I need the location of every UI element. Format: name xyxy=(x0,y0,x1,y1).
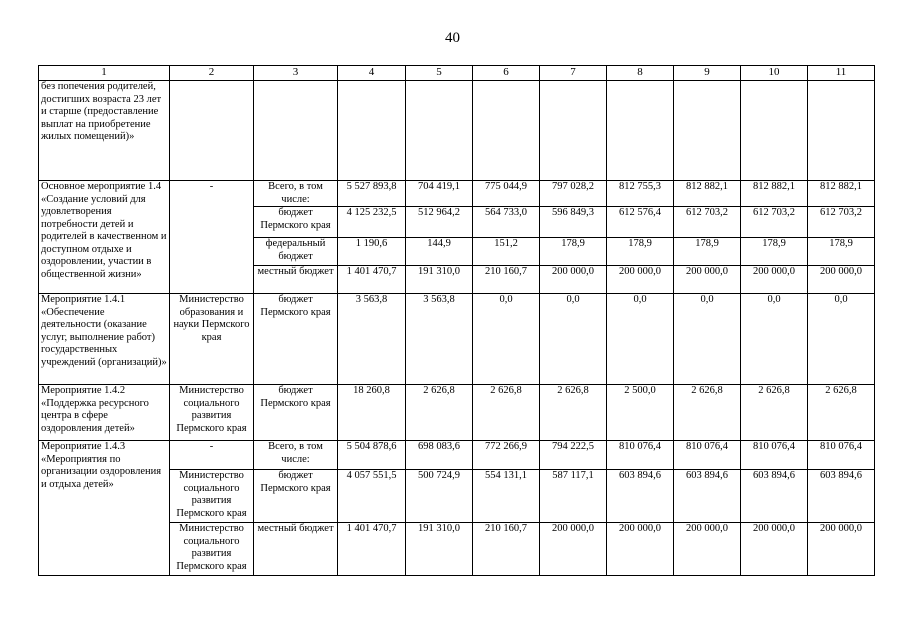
value-cell: 191 310,0 xyxy=(406,523,473,576)
value-cell: 554 131,1 xyxy=(473,470,540,523)
value-cell: 4 125 232,5 xyxy=(338,207,406,238)
value-cell: 3 563,8 xyxy=(406,294,473,385)
value-cell: 178,9 xyxy=(808,238,875,266)
value-cell: 0,0 xyxy=(540,294,607,385)
value-cell: 200 000,0 xyxy=(540,266,607,294)
value-cell: 210 160,7 xyxy=(473,523,540,576)
value-cell: 1 190,6 xyxy=(338,238,406,266)
funding-source: бюджет Пермского края xyxy=(254,294,338,385)
column-header: 5 xyxy=(406,66,473,81)
table-row xyxy=(39,385,875,441)
column-header: 1 xyxy=(39,66,170,81)
value-cell: 810 076,4 xyxy=(674,441,741,470)
value-cell: 812 882,1 xyxy=(741,181,808,207)
value-cell: 0,0 xyxy=(808,294,875,385)
column-header: 8 xyxy=(607,66,674,81)
value-cell: 698 083,6 xyxy=(406,441,473,470)
table-row xyxy=(39,181,875,207)
value-cell: 200 000,0 xyxy=(741,523,808,576)
measure-name: Мероприятие 1.4.2 «Поддержка ресурсного центра в сфере оздоровления детей» xyxy=(39,385,170,441)
funding-source: местный бюджет xyxy=(254,523,338,576)
value-cell: 0,0 xyxy=(674,294,741,385)
column-header: 3 xyxy=(254,66,338,81)
column-header: 4 xyxy=(338,66,406,81)
funding-source: бюджет Пермского края xyxy=(254,385,338,441)
value-cell: 587 117,1 xyxy=(540,470,607,523)
value-cell: 0,0 xyxy=(607,294,674,385)
value-cell: 603 894,6 xyxy=(741,470,808,523)
column-header: 2 xyxy=(170,66,254,81)
funding-source: федеральный бюджет xyxy=(254,238,338,266)
value-cell: 794 222,5 xyxy=(540,441,607,470)
value-cell: 810 076,4 xyxy=(741,441,808,470)
value-cell: 704 419,1 xyxy=(406,181,473,207)
value-cell: 0,0 xyxy=(473,294,540,385)
value-cell: 564 733,0 xyxy=(473,207,540,238)
executor: Министерство социального развития Пермского края xyxy=(170,523,254,576)
value-cell: 775 044,9 xyxy=(473,181,540,207)
funding-source: местный бюджет xyxy=(254,266,338,294)
executor: - xyxy=(170,441,254,470)
value-cell: 2 626,8 xyxy=(540,385,607,441)
empty-cell xyxy=(254,81,338,181)
page-number: 40 xyxy=(445,30,460,46)
value-cell: 178,9 xyxy=(607,238,674,266)
table-row xyxy=(39,81,875,181)
empty-cell xyxy=(607,81,674,181)
funding-source: Всего, в том числе: xyxy=(254,441,338,470)
measure-name: без попечения родителей, достигших возраста 23 лет и старше (предоставление выплат на приобретение жилых помещений)» xyxy=(39,81,170,181)
value-cell: 603 894,6 xyxy=(607,470,674,523)
value-cell: 596 849,3 xyxy=(540,207,607,238)
value-cell: 512 964,2 xyxy=(406,207,473,238)
empty-cell xyxy=(540,81,607,181)
empty-cell xyxy=(170,81,254,181)
value-cell: 210 160,7 xyxy=(473,266,540,294)
funding-source: бюджет Пермского края xyxy=(254,207,338,238)
executor: Министерство социального развития Пермского края xyxy=(170,385,254,441)
empty-cell xyxy=(406,81,473,181)
value-cell: 3 563,8 xyxy=(338,294,406,385)
value-cell: 812 882,1 xyxy=(674,181,741,207)
value-cell: 200 000,0 xyxy=(674,266,741,294)
value-cell: 797 028,2 xyxy=(540,181,607,207)
value-cell: 178,9 xyxy=(741,238,808,266)
value-cell: 2 626,8 xyxy=(741,385,808,441)
value-cell: 5 527 893,8 xyxy=(338,181,406,207)
value-cell: 4 057 551,5 xyxy=(338,470,406,523)
measure-name: Мероприятие 1.4.1 «Обеспечение деятельности (оказание услуг, выполнение работ) государственных учреждений (организаций)» xyxy=(39,294,170,385)
executor: Министерство образования и науки Пермского края xyxy=(170,294,254,385)
column-header: 10 xyxy=(741,66,808,81)
header-row xyxy=(39,66,875,81)
value-cell: 200 000,0 xyxy=(808,523,875,576)
value-cell: 2 500,0 xyxy=(607,385,674,441)
column-header: 7 xyxy=(540,66,607,81)
value-cell: 200 000,0 xyxy=(607,266,674,294)
executor: Министерство социального развития Пермского края xyxy=(170,470,254,523)
value-cell: 2 626,8 xyxy=(808,385,875,441)
empty-cell xyxy=(674,81,741,181)
value-cell: 2 626,8 xyxy=(406,385,473,441)
value-cell: 5 504 878,6 xyxy=(338,441,406,470)
budget-table xyxy=(38,65,875,576)
value-cell: 2 626,8 xyxy=(674,385,741,441)
value-cell: 0,0 xyxy=(741,294,808,385)
value-cell: 500 724,9 xyxy=(406,470,473,523)
value-cell: 144,9 xyxy=(406,238,473,266)
funding-source: бюджет Пермского края xyxy=(254,470,338,523)
value-cell: 1 401 470,7 xyxy=(338,523,406,576)
value-cell: 603 894,6 xyxy=(674,470,741,523)
value-cell: 810 076,4 xyxy=(607,441,674,470)
value-cell: 200 000,0 xyxy=(674,523,741,576)
value-cell: 200 000,0 xyxy=(607,523,674,576)
value-cell: 178,9 xyxy=(540,238,607,266)
value-cell: 772 266,9 xyxy=(473,441,540,470)
table-row xyxy=(39,294,875,385)
value-cell: 612 576,4 xyxy=(607,207,674,238)
value-cell: 178,9 xyxy=(674,238,741,266)
value-cell: 612 703,2 xyxy=(741,207,808,238)
empty-cell xyxy=(741,81,808,181)
measure-name: Основное мероприятие 1.4 «Создание условий для удовлетворения потребности детей и родителей в качественном и доступном отдыхе и оздоровлении, участии в общественной жизни» xyxy=(39,181,170,294)
column-header: 9 xyxy=(674,66,741,81)
table-row xyxy=(39,441,875,470)
value-cell: 151,2 xyxy=(473,238,540,266)
value-cell: 200 000,0 xyxy=(741,266,808,294)
value-cell: 200 000,0 xyxy=(540,523,607,576)
empty-cell xyxy=(338,81,406,181)
empty-cell xyxy=(808,81,875,181)
value-cell: 200 000,0 xyxy=(808,266,875,294)
value-cell: 810 076,4 xyxy=(808,441,875,470)
column-header: 6 xyxy=(473,66,540,81)
empty-cell xyxy=(473,81,540,181)
value-cell: 612 703,2 xyxy=(674,207,741,238)
value-cell: 191 310,0 xyxy=(406,266,473,294)
value-cell: 1 401 470,7 xyxy=(338,266,406,294)
value-cell: 812 755,3 xyxy=(607,181,674,207)
value-cell: 612 703,2 xyxy=(808,207,875,238)
measure-name: Мероприятие 1.4.3 «Мероприятия по организации оздоровления и отдыха детей» xyxy=(39,441,170,576)
value-cell: 603 894,6 xyxy=(808,470,875,523)
funding-source: Всего, в том числе: xyxy=(254,181,338,207)
value-cell: 2 626,8 xyxy=(473,385,540,441)
value-cell: 812 882,1 xyxy=(808,181,875,207)
executor: - xyxy=(170,181,254,294)
column-header: 11 xyxy=(808,66,875,81)
value-cell: 18 260,8 xyxy=(338,385,406,441)
